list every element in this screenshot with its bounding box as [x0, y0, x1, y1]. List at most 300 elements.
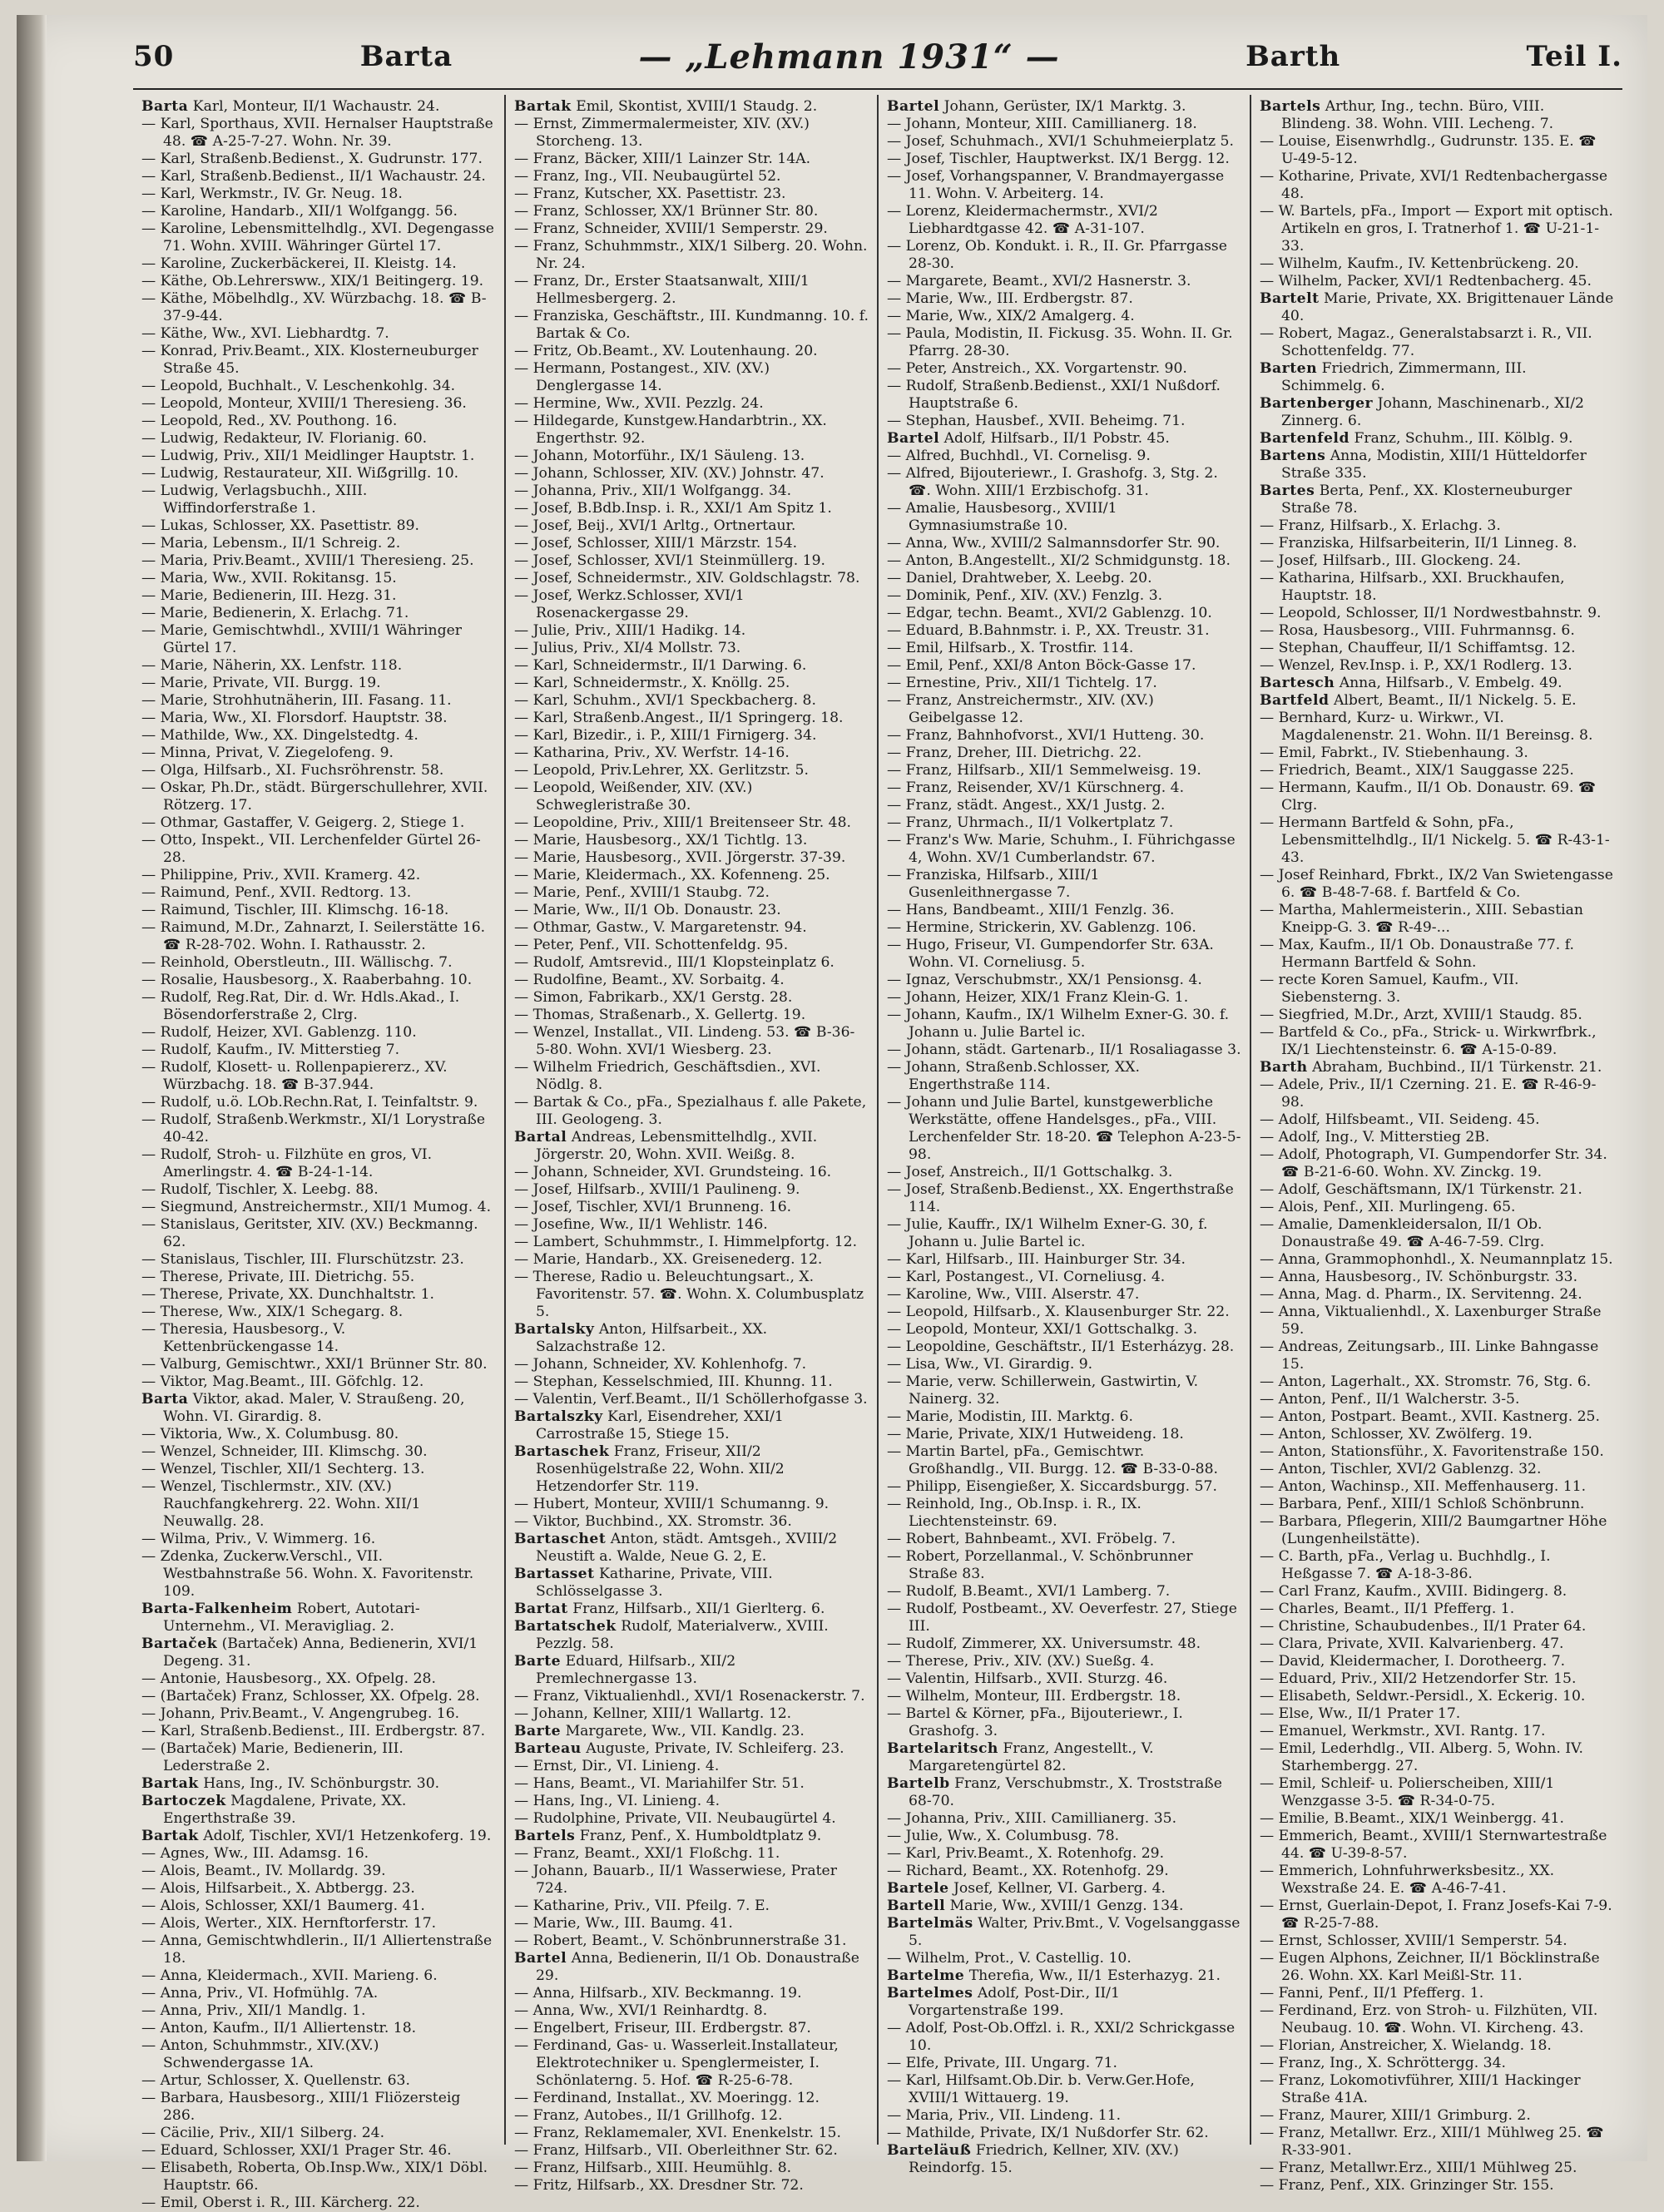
entry-text: Franz, Angestellt., V. Margaretengürtel 82. [909, 1740, 1154, 1774]
entry-text: — Therese, Private, XX. Dunchhaltstr. 1. [141, 1286, 435, 1303]
directory-entry [1260, 867, 1614, 902]
entry-text: — Therese, Priv., XIV. (XV.) Sueßg. 4. [887, 1653, 1155, 1670]
entry-text: — Johann, Motorführ., IX/1 Säuleng. 13. [514, 448, 805, 464]
entry-text: — Agnes, Ww., III. Adamsg. 16. [141, 1845, 369, 1862]
directory-entry [1260, 1059, 1614, 1076]
directory-entry [141, 657, 496, 675]
entry-surname: Bartaschet [514, 1531, 607, 1547]
directory-entry [887, 1898, 1241, 1915]
entry-text: — Josef, Schlosser, XVI/1 Steinmüllerg. 19. [514, 552, 825, 569]
directory-entry [514, 1723, 869, 1740]
entry-text: — Maria, Priv., VII. Lindeng. 11. [887, 2107, 1122, 2124]
entry-text: — Bernhard, Kurz- u. Wirkwr., VI. Magdalenenstr. 21. Wohn. II/1 Bereinsg. 8. [1260, 710, 1593, 744]
entry-text: — Marie, Private, VII. Burgg. 19. [141, 675, 381, 691]
entry-text: — Franz, Ing., X. Schröttergg. 34. [1260, 2055, 1507, 2071]
entry-text: — Franz's Ww. Marie, Schuhm., I. Führichgasse 4, Wohn. XV/1 Cumberlandstr. 67. [887, 832, 1236, 866]
entry-text: — Franz, Reisender, XV/1 Kürschnerg. 4. [887, 779, 1185, 796]
directory-entry [1260, 255, 1614, 273]
entry-text: — Johann, Kellner, XIII/1 Wallartg. 12. [514, 1705, 792, 1722]
entry-text: — Wenzel, Schneider, III. Klimschg. 30. [141, 1443, 428, 1460]
entry-text: — Raimund, M.Dr., Zahnarzt, I. Seilerstätte 16. ☎ R-28-702. Wohn. I. Rathausstr. 2. [141, 919, 486, 953]
entry-text: — Karl, Straßenb.Bedienst., III. Erdbergstr. 87. [141, 1723, 486, 1739]
entry-text: — Josef, Anstreich., II/1 Gottschalkg. 3. [887, 1164, 1173, 1180]
directory-entry [514, 1845, 869, 1863]
entry-text: — Rudolfine, Beamt., XV. Sorbaitg. 4. [514, 972, 785, 988]
directory-entry [514, 1199, 869, 1216]
entry-text: — Siegfried, M.Dr., Arzt, XVIII/1 Staudg. 85. [1260, 1007, 1582, 1023]
directory-entry [514, 1758, 869, 1775]
directory-entry [1260, 2055, 1614, 2072]
directory-entry [141, 867, 496, 884]
directory-entry [887, 2107, 1241, 2125]
entry-text: — Rudolf, B.Beamt., XVI/1 Lamberg. 7. [887, 1583, 1171, 1600]
entry-text: — Franz, Anstreichermstr., XIV. (XV.) Geibelgasse 12. [887, 692, 1154, 726]
directory-entry [141, 2090, 496, 2125]
directory-entry [1260, 1373, 1614, 1391]
entry-text: Karl, Monteur, II/1 Wachaustr. 24. [192, 98, 440, 115]
directory-entry [1260, 1740, 1614, 1775]
directory-entry [141, 151, 496, 168]
entry-text: — Anton, Lagerhalt., XX. Stromstr. 76, Stg. 6. [1260, 1373, 1592, 1390]
entry-text: — Wilma, Priv., V. Wimmerg. 16. [141, 1531, 376, 1547]
directory-entry [141, 1146, 496, 1181]
directory-entry [514, 832, 869, 849]
entry-text: Margarete, Ww., VII. Kandlg. 23. [565, 1723, 805, 1739]
entry-text: — Wenzel, Installat., VII. Lindeng. 53. ☎ B-36-5-80. Wohn. XVI/1 Wiesberg. 23. [514, 1024, 855, 1058]
directory-entry [887, 133, 1241, 151]
directory-entry [141, 1094, 496, 1111]
entry-text: — Dominik, Penf., XIV. (XV.) Fenzlg. 3. [887, 587, 1163, 604]
entry-text: — Rudolf, Postbeamt., XV. Oeverfestr. 27, Stiege III. [887, 1601, 1237, 1635]
directory-entry [1260, 1408, 1614, 1426]
directory-entry [141, 1932, 496, 1967]
entry-text: — Peter, Anstreich., XX. Vorgartenstr. 90. [887, 360, 1187, 377]
directory-entry [514, 1443, 869, 1496]
directory-entry [887, 378, 1241, 413]
entry-text: — Wilhelm, Packer, XVI/1 Redtenbacherg. 45. [1260, 273, 1592, 289]
entry-text: Johann, Maschinenarb., XI/2 Zinnerg. 6. [1281, 395, 1584, 429]
entry-text: — Hubert, Monteur, XVIII/1 Schumanng. 9. [514, 1496, 830, 1512]
directory-entry [514, 1496, 869, 1513]
entry-text: — Karl, Postangest., VI. Corneliusg. 4. [887, 1269, 1166, 1285]
entry-text: Anton, Hilfsarbeit., XX. Salzachstraße 12. [536, 1321, 768, 1355]
directory-entry [514, 745, 869, 762]
entry-surname: Bartak [141, 1775, 199, 1792]
entry-text: — Hans, Ing., VI. Linieng. 4. [514, 1793, 721, 1809]
entry-text: — Carl Franz, Kaufm., XVIII. Bidingerg. 8. [1260, 1583, 1567, 1600]
directory-entry [887, 1373, 1241, 1408]
entry-text: — Martin Bartel, pFa., Gemischtwr. Großhandlg., VII. Burgg. 12. ☎ B-33-0-88. [887, 1443, 1218, 1477]
directory-entry [1260, 517, 1614, 535]
entry-text: — Josef, Tischler, Hauptwerkst. IX/1 Bergg. 12. [887, 151, 1230, 167]
directory-entry [887, 1339, 1241, 1356]
directory-entry [887, 1007, 1241, 1042]
directory-entry [514, 151, 869, 168]
directory-entry [887, 552, 1241, 570]
directory-entry [887, 1880, 1241, 1898]
entry-text: Abraham, Buchbind., II/1 Türkenstr. 21. [1312, 1059, 1602, 1076]
entry-text: — Karl, Hilfsarb., III. Hainburger Str. 34. [887, 1251, 1186, 1268]
directory-entry [1260, 1775, 1614, 1810]
entry-text: — Wilhelm, Monteur, III. Erdbergstr. 18. [887, 1688, 1181, 1705]
directory-entry [1260, 1146, 1614, 1181]
directory-entry [514, 779, 869, 814]
directory-entry [887, 989, 1241, 1007]
entry-text: — Robert, Porzellanmal., V. Schönbrunner Straße 83. [887, 1548, 1193, 1582]
directory-entry [1260, 710, 1614, 745]
directory-entry [1260, 570, 1614, 605]
directory-entry [887, 325, 1241, 360]
directory-entry [514, 1129, 869, 1164]
entry-text: — Andreas, Zeitungsarb., III. Linke Bahngasse 15. [1260, 1339, 1599, 1373]
directory-entry [1260, 2072, 1614, 2107]
directory-entry [1260, 1583, 1614, 1601]
directory-entry [887, 430, 1241, 448]
entry-text: — Wenzel, Tischler, XII/1 Sechterg. 13. [141, 1461, 425, 1477]
directory-entry [1260, 552, 1614, 570]
directory-entry [1260, 1810, 1614, 1828]
directory-entry [514, 220, 869, 238]
entry-text: — Anton, Kaufm., II/1 Alliertenstr. 18. [141, 2020, 417, 2036]
directory-entry [141, 2037, 496, 2072]
entry-text: — Johann, Schlosser, XIV. (XV.) Johnstr. 47. [514, 465, 825, 482]
directory-entry [514, 2090, 869, 2107]
directory-entry [1260, 395, 1614, 430]
directory-entry [141, 884, 496, 902]
directory-entry [514, 1653, 869, 1688]
directory-entry [1260, 1199, 1614, 1216]
entry-text: — Minna, Privat, V. Ziegelofeng. 9. [141, 745, 394, 761]
entry-text: — Lorenz, Ob. Kondukt. i. R., II. Gr. Pfarrgasse 28-30. [887, 238, 1227, 272]
entry-text: — Franz, Reklamemaler, XVI. Enenkelstr. 15. [514, 2125, 841, 2141]
entry-text: — Julie, Ww., X. Columbusg. 78. [887, 1828, 1120, 1844]
directory-entry [1260, 779, 1614, 814]
entry-text: (Bartaček) Anna, Bedienerin, XVI/1 Degeng. 31. [163, 1635, 478, 1670]
entry-text: Auguste, Private, IV. Schleiferg. 23. [586, 1740, 844, 1757]
entry-text: — Bartfeld & Co., pFa., Strick- u. Wirkwrfbrk., IX/1 Liechtensteinstr. 6. ☎ A-15-0-89. [1260, 1024, 1597, 1058]
entry-text: — Anna, Priv., XII/1 Mandlg. 1. [141, 2002, 366, 2019]
directory-entry [1260, 1635, 1614, 1653]
entry-text: Berta, Penf., XX. Klosterneuburger Straße 78. [1281, 482, 1572, 517]
entry-surname: Bartens [1260, 448, 1326, 464]
directory-entry [141, 2142, 496, 2160]
directory-entry [1260, 902, 1614, 937]
entry-text: — Hugo, Friseur, VI. Gumpendorfer Str. 63A. Wohn. VI. Corneliusg. 5. [887, 937, 1214, 971]
entry-text: — Franziska, Geschäftstr., III. Kundmanng. 10. f. Bartak & Co. [514, 308, 869, 342]
entry-text: — Ludwig, Verlagsbuchh., XIII. Wiffindorferstraße 1. [141, 482, 368, 517]
entry-text: — Marie, Bedienerin, III. Hezg. 31. [141, 587, 397, 604]
entry-text: Marie, Private, XX. Brigittenauer Lände 40. [1281, 290, 1614, 324]
entry-text: — Siegmund, Anstreichermstr., XII/1 Mumog. 4. [141, 1199, 492, 1215]
directory-entry [887, 1216, 1241, 1251]
directory-entry [887, 1653, 1241, 1670]
entry-text: — Ignaz, Verschubmstr., XX/1 Pensionsg. 4. [887, 972, 1202, 988]
entry-text: — Ferdinand, Installat., XV. Moeringg. 12. [514, 2090, 820, 2106]
entry-text: — Ernestine, Priv., XII/1 Tichtelg. 17. [887, 675, 1157, 691]
directory-page [17, 15, 1647, 2211]
directory-entry [514, 657, 869, 675]
column-2 [506, 95, 879, 2194]
directory-entry [887, 465, 1241, 500]
entry-surname: Bartatschek [514, 1618, 617, 1635]
entry-text: — Emmerich, Beamt., XVIII/1 Sternwartestraße 44. ☎ U-39-8-57. [1260, 1828, 1607, 1862]
entry-text: — Rudolf, Heizer, XVI. Gablenzg. 110. [141, 1024, 417, 1041]
directory-entry [514, 1373, 869, 1391]
entry-text: — Julie, Kauffr., IX/1 Wilhelm Exner-G. 30, f. Johann u. Julie Bartel ic. [887, 1216, 1208, 1250]
entry-text: — Johann, Priv.Beamt., V. Angengrubeg. 16. [141, 1705, 460, 1722]
entry-text: Hans, Ing., IV. Schönburgstr. 30. [203, 1775, 440, 1792]
directory-entry [141, 517, 496, 535]
directory-entry [514, 482, 869, 500]
directory-entry [141, 1042, 496, 1059]
entry-text: — Fanni, Penf., II/1 Pfefferg. 1. [1260, 1985, 1484, 2002]
entry-text: — Marie, Gemischtwhdl., XVIII/1 Währinger Gürtel 17. [141, 622, 462, 656]
directory-columns [133, 95, 1622, 2211]
entry-text: — Franz, Kutscher, XX. Pasettistr. 23. [514, 186, 786, 202]
directory-entry [514, 448, 869, 465]
directory-entry [1260, 98, 1614, 133]
entry-text: — Rudolf, Zimmerer, XX. Universumstr. 48. [887, 1635, 1201, 1652]
directory-entry [514, 867, 869, 884]
entry-text: — Anna, Viktualienhdl., X. Laxenburger Straße 59. [1260, 1304, 1602, 1338]
entry-text: — Ernst, Zimmermalermeister, XIV. (XV.) Storcheng. 13. [514, 116, 810, 150]
entry-text: — Marie, Hausbesorg., XX/1 Tichtlg. 13. [514, 832, 808, 849]
directory-entry [141, 535, 496, 552]
directory-entry [514, 1321, 869, 1356]
entry-text: — Franz, Hilfsarb., VII. Oberleithner Str. 62. [514, 2142, 838, 2159]
directory-entry [514, 535, 869, 552]
entry-text: — Barbara, Pflegerin, XIII/2 Baumgartner Höhe (Lungenheilstätte). [1260, 1513, 1607, 1547]
entry-surname: Bartat [514, 1601, 568, 1617]
directory-entry [141, 727, 496, 745]
entry-surname: Bartenfeld [1260, 430, 1350, 447]
directory-entry [1260, 1286, 1614, 1304]
directory-entry [1260, 1653, 1614, 1670]
entry-text: — Josef, Hilfsarb., III. Glockeng. 24. [1260, 552, 1521, 569]
directory-entry [1260, 325, 1614, 360]
directory-entry [514, 343, 869, 360]
entry-text: — Reinhold, Oberstleutn., III. Wällischg. 7. [141, 954, 453, 971]
entry-text: — Leopold, Weißender, XIV. (XV.) Schwegleristraße 30. [514, 779, 753, 814]
entry-text: — Oskar, Ph.Dr., städt. Bürgerschullehrer, XVII. Rötzerg. 17. [141, 779, 488, 814]
directory-entry [514, 1601, 869, 1618]
entry-text: — Therese, Private, III. Dietrichg. 55. [141, 1269, 415, 1285]
entry-text: — Franz, Metallwr.Erz., XIII/1 Mühlweg 25. [1260, 2160, 1577, 2176]
directory-entry [141, 675, 496, 692]
entry-text: Adolf, Post-Dir., II/1 Vorgartenstraße 199. [909, 1985, 1120, 2019]
directory-entry [887, 622, 1241, 640]
directory-entry [1260, 168, 1614, 203]
directory-entry [141, 919, 496, 954]
directory-entry [887, 1967, 1241, 1985]
entry-text: Franz, Hilfsarb., XII/1 Gierlterg. 6. [572, 1601, 825, 1617]
entry-text: — Zdenka, Zuckerw.Verschl., VII. Westbahnstraße 56. Wohn. X. Favoritenstr. 109. [141, 1548, 474, 1600]
entry-text: — Ludwig, Redakteur, IV. Florianig. 60. [141, 430, 428, 447]
directory-entry [1260, 1950, 1614, 1985]
entry-text: — Barbara, Hausbesorg., XIII/1 Fliözersteig 286. [141, 2090, 461, 2124]
entry-text: — Julius, Priv., XI/4 Mollstr. 73. [514, 640, 741, 656]
entry-surname: Bartalszky [514, 1408, 603, 1425]
directory-entry [141, 779, 496, 814]
directory-entry [887, 500, 1241, 535]
entry-text: — Adolf, Geschäftsmann, IX/1 Türkenstr. 21. [1260, 1181, 1582, 1198]
entry-text: — Wilhelm, Prot., V. Castellig. 10. [887, 1950, 1132, 1967]
directory-entry [514, 1618, 869, 1653]
entry-text: — Alfred, Buchhdl., VI. Cornelisg. 9. [887, 448, 1151, 464]
entry-text: — Rosa, Hausbesorg., VIII. Fuhrmannsg. 6. [1260, 622, 1575, 639]
directory-entry [141, 465, 496, 482]
entry-text: — Anna, Mag. d. Pharm., IX. Servitenng. 24. [1260, 1286, 1582, 1303]
entry-surname: Barta [141, 98, 189, 115]
directory-entry [887, 98, 1241, 116]
entry-surname: Bartaček [141, 1635, 218, 1652]
entry-text: — Rudolf, Straßenb.Werkmstr., XI/1 Lorystraße 40-42. [141, 1111, 486, 1146]
entry-text: — Alois, Schlosser, XXI/1 Baumerg. 41. [141, 1898, 425, 1914]
directory-entry [887, 972, 1241, 989]
directory-entry [141, 290, 496, 325]
entry-text: Franz, Friseur, XII/2 Rosenhügelstraße 22, Wohn. XII/2 Hetzendorfer Str. 119. [536, 1443, 785, 1495]
entry-text: — Anton, Wachinsp., XII. Meffenhauserg. 11. [1260, 1478, 1587, 1495]
entry-surname: Bartenberger [1260, 395, 1374, 412]
entry-surname: Bartele [887, 1880, 949, 1897]
directory-entry [141, 954, 496, 972]
entry-text: — Karl, Hilfsamt.Ob.Dir. b. Verw.Ger.Hofe, XVIII/1 Wittauerg. 19. [887, 2072, 1195, 2106]
directory-entry [141, 343, 496, 378]
directory-entry [141, 605, 496, 622]
directory-entry [141, 745, 496, 762]
entry-text: — Raimund, Penf., XVII. Redtorg. 13. [141, 884, 412, 901]
directory-entry [887, 413, 1241, 430]
entry-text: — Josef, Schuhmach., XVI/1 Schuhmeierplatz 5. [887, 133, 1234, 150]
entry-text: — Valburg, Gemischtwr., XXI/1 Brünner Str. 80. [141, 1356, 488, 1373]
directory-entry [887, 1042, 1241, 1059]
directory-entry [141, 814, 496, 832]
entry-text: — Josef, Schlosser, XIII/1 Märzstr. 154. [514, 535, 798, 552]
entry-text: — Josef, Straßenb.Bedienst., XX. Engerthstraße 114. [887, 1181, 1234, 1215]
directory-entry [514, 710, 869, 727]
directory-entry [1260, 2002, 1614, 2037]
directory-entry [141, 1705, 496, 1723]
entry-text: Adolf, Tischler, XVI/1 Hetzenkoferg. 19. [203, 1828, 492, 1844]
entry-text: — Maria, Ww., XI. Florsdorf. Hauptstr. 38. [141, 710, 448, 726]
directory-entry [887, 1688, 1241, 1705]
entry-text: — Emil, Fabrkt., IV. Stiebenhaung. 3. [1260, 745, 1528, 761]
header-right-word: Barth [1246, 40, 1341, 73]
entry-text: — Wilhelm Friedrich, Geschäftsdien., XVI. Nödlg. 8. [514, 1059, 821, 1093]
directory-entry [887, 570, 1241, 587]
entry-text: — Leopoldine, Geschäftstr., II/1 Esterházyg. 28. [887, 1339, 1235, 1355]
entry-text: — Elisabeth, Seldwr.-Persidl., X. Eckerig. 10. [1260, 1688, 1586, 1705]
entry-text: — Friedrich, Beamt., XIX/1 Sauggasse 225. [1260, 762, 1574, 779]
entry-text: — Marie, Hausbesorg., XVII. Jörgerstr. 37-39. [514, 849, 846, 866]
entry-text: — Josef, Vorhangspanner, V. Brandmayergasse 11. Wohn. V. Arbeiterg. 14. [887, 168, 1225, 202]
directory-entry [141, 1635, 496, 1670]
directory-entry [141, 1251, 496, 1269]
entry-text: — Hildegarde, Kunstgew.Handarbtrin., XX. Engerthstr. 92. [514, 413, 827, 447]
entry-text: — Daniel, Drahtweber, X. Leebg. 20. [887, 570, 1152, 586]
directory-entry [141, 2125, 496, 2142]
directory-entry [887, 1269, 1241, 1286]
entry-text: — Leopold, Monteur, XXI/1 Gottschalkg. 3. [887, 1321, 1198, 1338]
entry-text: Arthur, Ing., techn. Büro, VIII. Blindeng. 38. Wohn. VIII. Lecheng. 7. [1281, 98, 1554, 132]
directory-entry [514, 570, 869, 587]
entry-surname: Barth [1260, 1059, 1308, 1076]
entry-text: — Emil, Lederhdlg., VII. Alberg. 5, Wohn. IV. Starhembergg. 27. [1260, 1740, 1583, 1774]
entry-text: — Lambert, Schuhmmstr., I. Himmelpfortg. 12. [514, 1234, 858, 1250]
entry-text: — Thomas, Straßenarb., X. Gellertg. 19. [514, 1007, 806, 1023]
entry-text: — Johann, städt. Gartenarb., II/1 Rosaliagasse 3. [887, 1042, 1241, 1058]
directory-entry [1260, 1111, 1614, 1129]
entry-text: — Franz, Dr., Erster Staatsanwalt, XIII/1 Hellmesbergerg. 2. [514, 273, 810, 307]
directory-entry [514, 395, 869, 413]
directory-entry [141, 762, 496, 779]
directory-entry [514, 727, 869, 745]
directory-entry [141, 1775, 496, 1793]
entry-text: — Marie, Bedienerin, X. Erlachg. 71. [141, 605, 409, 621]
directory-entry [141, 1269, 496, 1286]
entry-text: — Fritz, Ob.Beamt., XV. Loutenhaung. 20. [514, 343, 818, 359]
entry-text: — Stanislaus, Tischler, III. Flurschützstr. 23. [141, 1251, 464, 1268]
entry-text: — Josef, Beij., XVI/1 Arltg., Ortnertaur. [514, 517, 796, 534]
entry-surname: Bartfeld [1260, 692, 1330, 709]
entry-text: — Anna, Ww., XVI/1 Reinhardtg. 8. [514, 2002, 768, 2019]
directory-entry [141, 1321, 496, 1356]
directory-entry [1260, 1985, 1614, 2002]
entry-text: — Emil, Oberst i. R., III. Kärcherg. 22. [141, 2195, 420, 2211]
entry-text: — David, Kleidermacher, I. Dorotheerg. 7. [1260, 1653, 1566, 1670]
entry-text: — Edgar, techn. Beamt., XVI/2 Gablenzg. 10. [887, 605, 1212, 621]
entry-text: — Christine, Schaubudenbes., II/1 Prater 64. [1260, 1618, 1587, 1635]
directory-entry [514, 954, 869, 972]
directory-entry [1260, 1426, 1614, 1443]
directory-entry [514, 552, 869, 570]
entry-text: — Rudolf, Kaufm., IV. Mitterstieg 7. [141, 1042, 400, 1058]
entry-text: Walter, Priv.Bmt., V. Vogelsanggasse 5. [909, 1915, 1241, 1949]
entry-text: — Ferdinand, Erz. von Stroh- u. Filzhüten, VII. Neubaug. 10. ☎. Wohn. VI. Kircheng. 43. [1260, 2002, 1598, 2036]
directory-entry [514, 1915, 869, 1932]
entry-surname: Barte [514, 1723, 562, 1739]
directory-entry [141, 1461, 496, 1478]
directory-entry [887, 692, 1241, 727]
entry-text: — Rudolf, Tischler, X. Leebg. 88. [141, 1181, 379, 1198]
entry-text: — Johann, Straßenb.Schlosser, XX. Engerthstraße 114. [887, 1059, 1140, 1093]
entry-text: — Anna, Hilfsarb., XIV. Beckmanng. 19. [514, 1985, 802, 2002]
entry-text: — Alois, Hilfsarbeit., X. Abtbergg. 23. [141, 1880, 415, 1897]
directory-entry [887, 308, 1241, 325]
directory-entry [1260, 1269, 1614, 1286]
entry-surname: Bartal [514, 1129, 567, 1146]
entry-text: — Raimund, Tischler, III. Klimschg. 16-18. [141, 902, 449, 918]
entry-text: — Charles, Beamt., II/1 Pfefferg. 1. [1260, 1601, 1515, 1617]
directory-entry [1260, 605, 1614, 622]
entry-text: — Florian, Anstreicher, X. Wielandg. 18. [1260, 2037, 1552, 2054]
entry-text: — Mathilde, Ww., XX. Dingelstedtg. 4. [141, 727, 418, 744]
directory-entry [887, 1181, 1241, 1216]
directory-entry [141, 116, 496, 151]
entry-text: — Karl, Bizedir., i. P., XIII/1 Firnigerg. 34. [514, 727, 817, 744]
entry-text: — Karoline, Lebensmittelhdlg., XVI. Degengasse 71. Wohn. XVIII. Währinger Gürtel 17. [141, 220, 494, 255]
entry-text: — Anton, Penf., II/1 Walcherstr. 3-5. [1260, 1391, 1520, 1408]
directory-entry [514, 1164, 869, 1181]
directory-entry [887, 587, 1241, 605]
directory-entry [1260, 640, 1614, 657]
entry-text: — Ludwig, Restaurateur, XII. Wiẞgrillg. 10. [141, 465, 459, 482]
entry-text: Therefia, Ww., II/1 Esterhazyg. 21. [968, 1967, 1221, 1984]
directory-entry [141, 972, 496, 989]
entry-surname: Bartoczek [141, 1793, 226, 1809]
entry-text: — Johanna, Priv., XIII. Camillianerg. 35. [887, 1810, 1177, 1827]
directory-entry [514, 1094, 869, 1129]
